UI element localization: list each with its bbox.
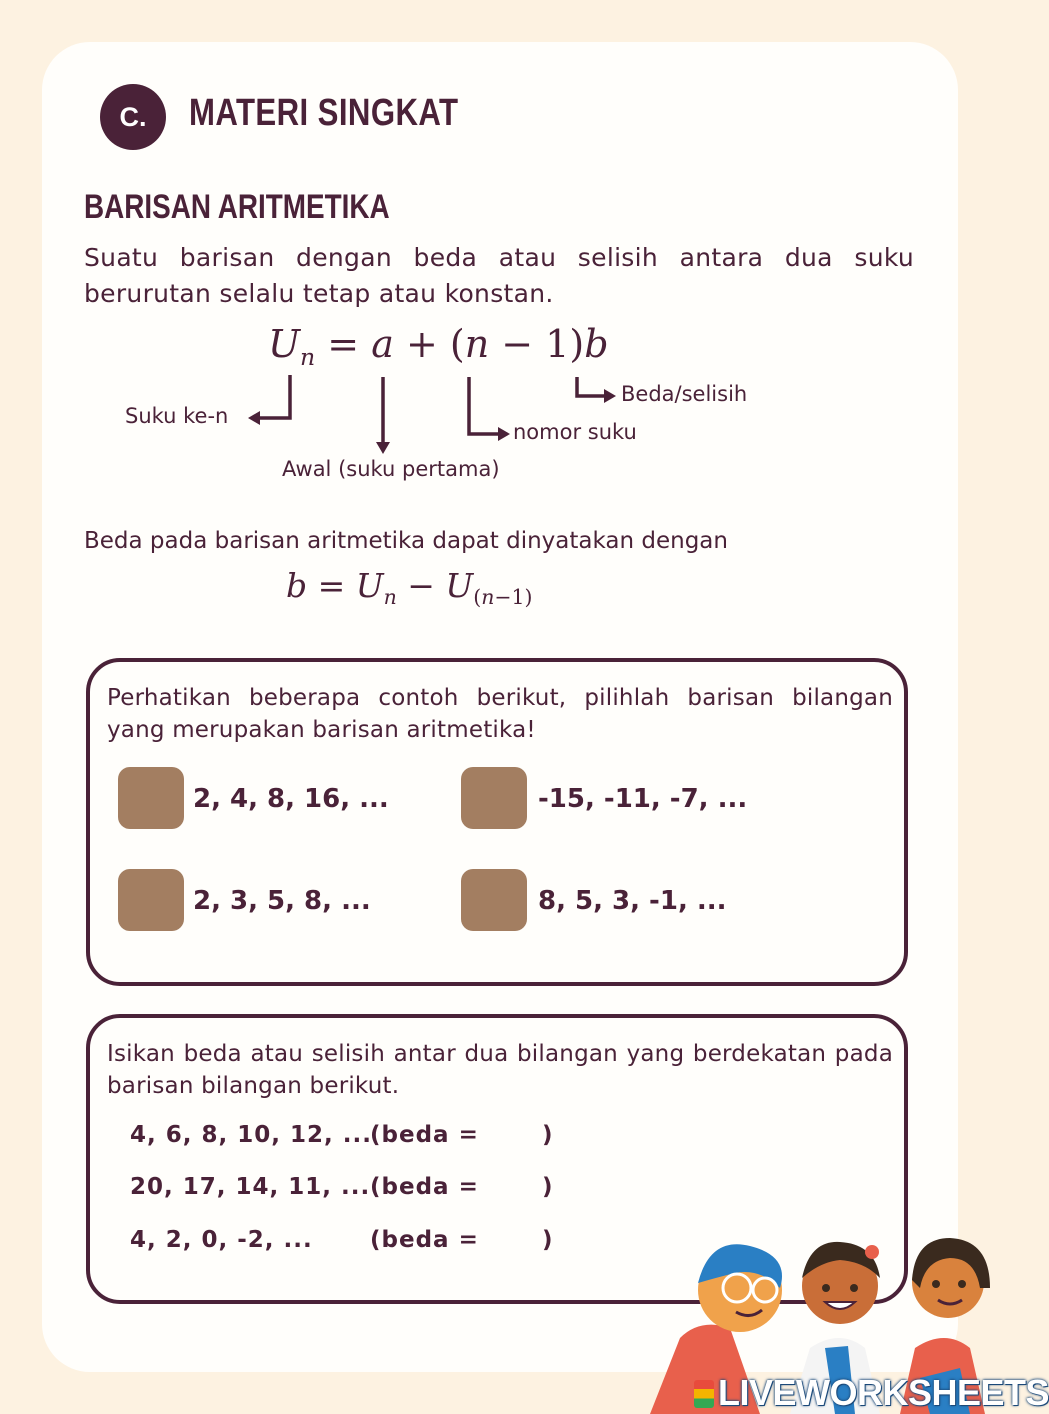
option-checkbox-2[interactable] (461, 767, 527, 829)
beda-close-2: ) (542, 1174, 553, 1200)
sequence-1: 4, 6, 8, 10, 12, ... (130, 1122, 372, 1148)
sequence-3: 4, 2, 0, -2, ... (130, 1227, 313, 1253)
beda-close-1: ) (542, 1122, 553, 1148)
beda-input-3[interactable] (480, 1225, 544, 1257)
exercise-box-1 (86, 658, 908, 986)
sequence-2: 20, 17, 14, 11, ... (130, 1174, 371, 1200)
option-label-2: -15, -11, -7, ... (538, 784, 748, 814)
watermark-text: LIVEWORKSHEETS (718, 1372, 1049, 1413)
formula-beda: $b = U_n - U_{(n-1)}$ (286, 566, 533, 610)
option-label-3: 2, 3, 5, 8, ... (193, 886, 371, 916)
section-badge-label: C. (119, 101, 147, 132)
beda-close-3: ) (542, 1227, 553, 1253)
beda-label-3: (beda = (370, 1227, 479, 1253)
beda-label-1: (beda = (370, 1122, 479, 1148)
topic-title: BARISAN ARITMETIKA (84, 188, 390, 226)
option-label-1: 2, 4, 8, 16, ... (193, 784, 389, 814)
watermark-logo (694, 1372, 1049, 1414)
label-suku-ke-n: Suku ke-n (125, 404, 229, 428)
label-beda: Beda/selisih (621, 382, 748, 406)
section-badge (100, 84, 166, 150)
beda-input-2[interactable] (480, 1172, 544, 1204)
option-checkbox-4[interactable] (461, 869, 527, 931)
beda-note: Beda pada barisan aritmetika dapat dinyatakan dengan (84, 528, 728, 554)
exercise-1-instruction: Perhatikan beberapa contoh berikut, pilihlah barisan bilangan yang merupakan barisan aritmetika! (107, 685, 893, 743)
option-checkbox-1[interactable] (118, 767, 184, 829)
formula-main: $U_n = a + (n - 1)b$ (268, 322, 609, 372)
label-nomor-suku: nomor suku (513, 420, 637, 444)
beda-input-1[interactable] (480, 1120, 544, 1152)
topic-definition: Suatu barisan dengan beda atau selisih antara dua suku berurutan selalu tetap atau konstan. (84, 243, 914, 308)
option-checkbox-3[interactable] (118, 869, 184, 931)
label-awal: Awal (suku pertama) (282, 457, 500, 481)
beda-label-2: (beda = (370, 1174, 479, 1200)
exercise-2-instruction: Isikan beda atau selisih antar dua bilangan yang berdekatan pada barisan bilangan berikut. (107, 1041, 893, 1099)
watermark-logo-icon (694, 1380, 714, 1408)
option-label-4: 8, 5, 3, -1, ... (538, 886, 727, 916)
section-title: MATERI SINGKAT (189, 92, 459, 134)
